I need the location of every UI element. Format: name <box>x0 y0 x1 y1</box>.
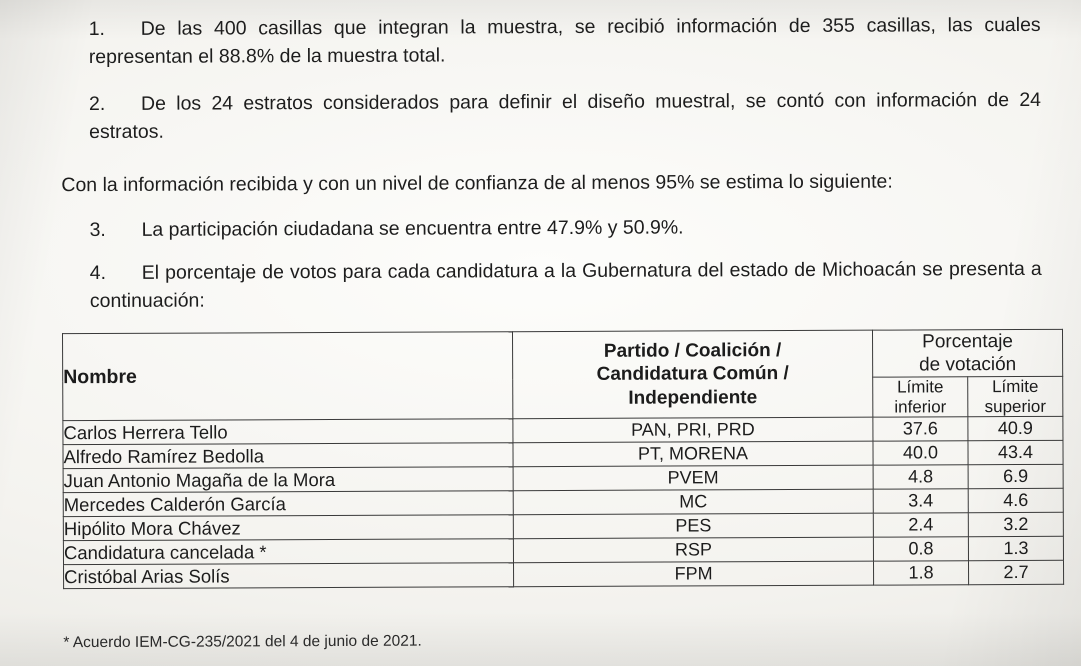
footnote: * Acuerdo IEM-CG-235/2021 del 4 de junio de 2021. <box>63 632 422 652</box>
column-header-nombre: Nombre <box>62 332 512 421</box>
cell-partido: MC <box>513 490 873 516</box>
paragraph-text: De los 24 estratos considerados para definir el diseño muestral, se contó con información de 24 estratos. <box>89 88 1042 143</box>
cell-nombre: Cristóbal Arias Solís <box>64 563 514 589</box>
cell-limite-inferior: 1.8 <box>874 561 969 585</box>
cell-nombre: Mercedes Calderón García <box>63 491 513 517</box>
paragraph-item-4 <box>90 256 1042 316</box>
cell-nombre: Hipólito Mora Chávez <box>63 515 513 541</box>
column-header-porcentaje <box>872 329 1062 377</box>
paragraph-number: 4. <box>89 261 107 285</box>
column-header-porcentaje-line1: Porcentaje <box>922 331 1014 353</box>
paragraph-number: 1. <box>88 17 105 41</box>
cell-limite-superior: 6.9 <box>968 465 1063 489</box>
cell-partido: PT, MORENA <box>513 442 873 468</box>
limite-inferior-line2: inferior <box>894 397 947 417</box>
cell-limite-superior: 1.3 <box>968 537 1063 561</box>
cell-nombre: Juan Antonio Magaña de la Mora <box>63 467 513 493</box>
column-header-limite-superior <box>968 377 1063 418</box>
paragraph-text: La participación ciudadana se encuentra entre 47.9% y 50.9%. <box>141 216 684 241</box>
paragraph-item-2 <box>89 87 1041 147</box>
column-header-partido-line3: Independiente <box>628 387 758 409</box>
paragraph-item-3 <box>89 213 1039 245</box>
column-header-partido <box>512 330 872 419</box>
cell-limite-inferior: 37.6 <box>873 417 968 441</box>
cell-partido: PVEM <box>513 466 873 492</box>
cell-partido: RSP <box>513 538 873 564</box>
paragraph-text: El porcentaje de votos para cada candidatura a la Gubernatura del estado de Michoacán se presenta a continuación: <box>89 257 1042 312</box>
cell-limite-inferior: 3.4 <box>873 489 968 513</box>
cell-nombre: Candidatura cancelada * <box>63 539 513 565</box>
paragraph-number: 3. <box>89 218 106 242</box>
limite-superior-line2: superior <box>984 396 1047 417</box>
limite-superior-line1: Límite <box>992 377 1039 397</box>
cell-limite-superior: 2.7 <box>968 561 1063 585</box>
column-header-porcentaje-line2: de votación <box>919 354 1017 376</box>
cell-partido: PES <box>513 514 873 540</box>
cell-limite-superior: 40.9 <box>968 417 1063 441</box>
document-content <box>61 0 1064 668</box>
cell-limite-inferior: 2.4 <box>873 513 968 537</box>
cell-partido: FPM <box>514 562 874 588</box>
cell-limite-superior: 3.2 <box>968 513 1063 537</box>
column-header-partido-line1: Partido / Coalición / <box>603 339 782 362</box>
limite-inferior-line1: Límite <box>897 377 944 397</box>
cell-partido: PAN, PRI, PRD <box>513 418 873 444</box>
cell-limite-inferior: 4.8 <box>873 465 968 489</box>
cell-nombre: Carlos Herrera Tello <box>63 419 513 445</box>
results-table-wrapper <box>62 329 1063 590</box>
cell-nombre: Alfredo Ramírez Bedolla <box>63 443 513 469</box>
paragraph-text: De las 400 casillas que integran la muestra, se recibió información de 355 casillas, las cuales representan el 88.8% de la muestra total. <box>88 13 1041 68</box>
table-header-row <box>62 329 1062 381</box>
paragraph-number: 2. <box>88 92 106 116</box>
results-table <box>62 329 1064 590</box>
cell-limite-superior: 4.6 <box>968 489 1063 513</box>
cell-limite-inferior: 0.8 <box>873 537 968 561</box>
paragraph-item-1 <box>89 12 1041 72</box>
cell-limite-superior: 43.4 <box>968 441 1063 465</box>
column-header-limite-inferior <box>873 377 968 418</box>
cell-limite-inferior: 40.0 <box>873 441 968 465</box>
column-header-partido-line2: Candidatura Común / <box>596 363 789 386</box>
lead-in-paragraph: Con la información recibida y con un nivel de confianza de al menos 95% se estima lo siguiente: <box>61 170 893 197</box>
table-row <box>64 561 1064 589</box>
